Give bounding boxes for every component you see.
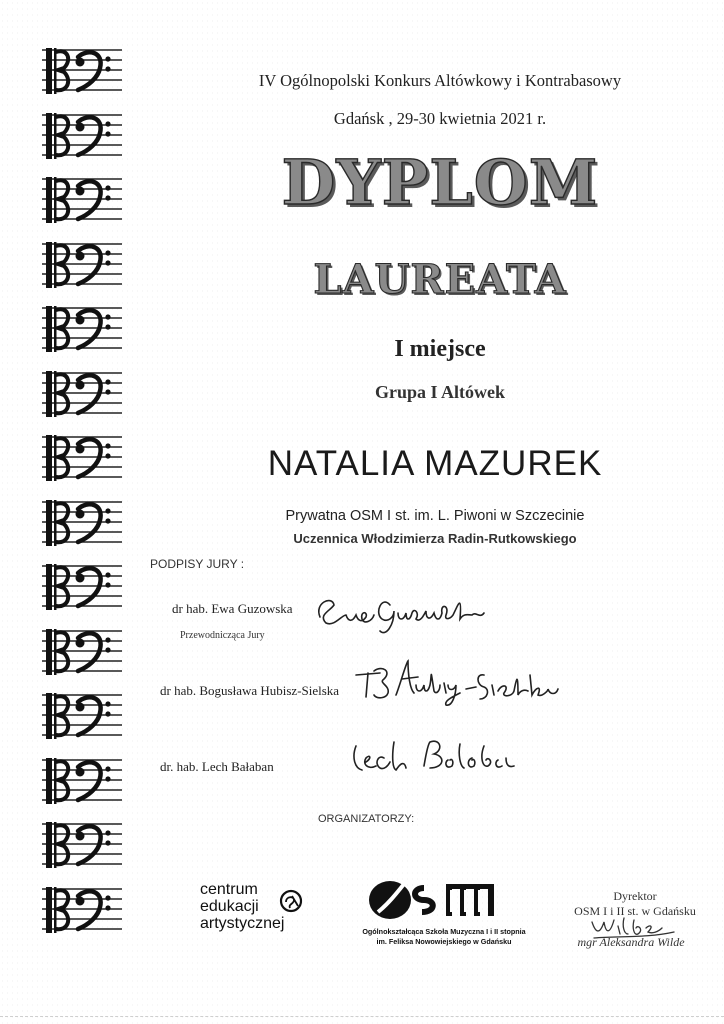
- bass-clef-icon: [76, 246, 111, 284]
- alto-clef-icon: [46, 693, 68, 739]
- clef-tile: [42, 107, 122, 165]
- competition-place-date: Gdańsk , 29-30 kwietnia 2021 r.: [333, 109, 547, 128]
- cea-logo-text: artystycznej: [200, 915, 285, 932]
- alto-clef-icon: [46, 887, 68, 933]
- clef-tile: [42, 171, 122, 229]
- bass-clef-icon: [76, 117, 111, 155]
- bass-clef-icon: [76, 52, 111, 90]
- clef-tile: [42, 236, 122, 294]
- osm-caption: [344, 927, 544, 947]
- clef-tile: [42, 300, 122, 358]
- diploma-subtitle: LAUREATA: [313, 256, 567, 303]
- jury-member-role: Przewodnicząca Jury: [180, 630, 265, 641]
- osm-caption-line: im. Feliksa Nowowiejskiego w Gdańsku: [376, 937, 512, 946]
- alto-clef-icon: [46, 629, 68, 675]
- alto-clef-icon: [46, 306, 68, 352]
- alto-clef-icon: [46, 758, 68, 804]
- clef-tile: [42, 881, 122, 939]
- laureate-name: NATALIA MAZUREK: [267, 444, 603, 483]
- clef-tile: [42, 623, 122, 681]
- clef-tile: [42, 365, 122, 423]
- competition-name: IV Ogólnopolski Konkurs Altówkowy i Kontrabasowy: [258, 71, 622, 90]
- bass-clef-icon: [76, 762, 111, 800]
- page-edge: [0, 1016, 724, 1018]
- jury-title: PODPISY JURY :: [150, 557, 245, 571]
- clef-border: [42, 42, 122, 945]
- clef-tile: [42, 752, 122, 810]
- bass-clef-icon: [76, 439, 111, 477]
- bass-clef-icon: [76, 504, 111, 542]
- jury-member-name: dr. hab. Lech Bałaban: [160, 759, 274, 774]
- cea-emblem-icon: [278, 888, 304, 914]
- bass-clef-icon: [76, 826, 111, 864]
- alto-clef-icon: [46, 435, 68, 481]
- award-place: I miejsce: [394, 336, 486, 362]
- bass-clef-icon: [76, 568, 111, 606]
- alto-clef-icon: [46, 371, 68, 417]
- clef-tile: [42, 42, 122, 100]
- bass-clef-icon: [76, 697, 111, 735]
- osm-caption-line: Ogólnokształcąca Szkoła Muzyczna I i II stopnia: [362, 927, 526, 936]
- clef-tile: [42, 558, 122, 616]
- alto-clef-icon: [46, 564, 68, 610]
- clef-tile: [42, 429, 122, 487]
- award-group: Grupa I Altówek: [374, 382, 506, 402]
- clef-tile: [42, 816, 122, 874]
- alto-clef-icon: [46, 242, 68, 288]
- laureate-teacher: Uczennica Włodzimierza Radin-Rutkowskiego: [293, 531, 577, 546]
- bass-clef-icon: [76, 633, 111, 671]
- alto-clef-icon: [46, 500, 68, 546]
- bass-clef-icon: [76, 310, 111, 348]
- alto-clef-icon: [46, 822, 68, 868]
- clef-tile: [42, 687, 122, 745]
- director-title: Dyrektor: [613, 889, 657, 903]
- alto-clef-icon: [46, 48, 68, 94]
- competition-header: [190, 62, 690, 138]
- jury-member-name: dr hab. Bogusława Hubisz-Sielska: [160, 683, 340, 698]
- clef-tile: [42, 494, 122, 552]
- bass-clef-icon: [76, 181, 111, 219]
- bass-clef-icon: [76, 375, 111, 413]
- laureate-school: Prywatna OSM I st. im. L. Piwoni w Szczecinie: [285, 508, 585, 524]
- osm-logo: [368, 878, 518, 922]
- cea-logo-text: edukacji: [200, 898, 259, 915]
- alto-clef-icon: [46, 113, 68, 159]
- cea-logo: [200, 880, 320, 940]
- director-school: OSM I i II st. w Gdańsku: [574, 904, 696, 918]
- organizers-title: ORGANIZATORZY:: [318, 813, 415, 825]
- cea-logo-text: centrum: [200, 881, 258, 898]
- signature-hubisz-sielska: [352, 655, 572, 710]
- alto-clef-icon: [46, 177, 68, 223]
- diploma-title: DYPLOM: [281, 146, 599, 219]
- signature-lech-balaban: [348, 728, 518, 783]
- bass-clef-icon: [76, 891, 111, 929]
- jury-member-name: dr hab. Ewa Guzowska: [172, 601, 293, 616]
- signature-ewa-guzowska: [312, 585, 492, 635]
- director-name: mgr Aleksandra Wilde: [577, 935, 685, 949]
